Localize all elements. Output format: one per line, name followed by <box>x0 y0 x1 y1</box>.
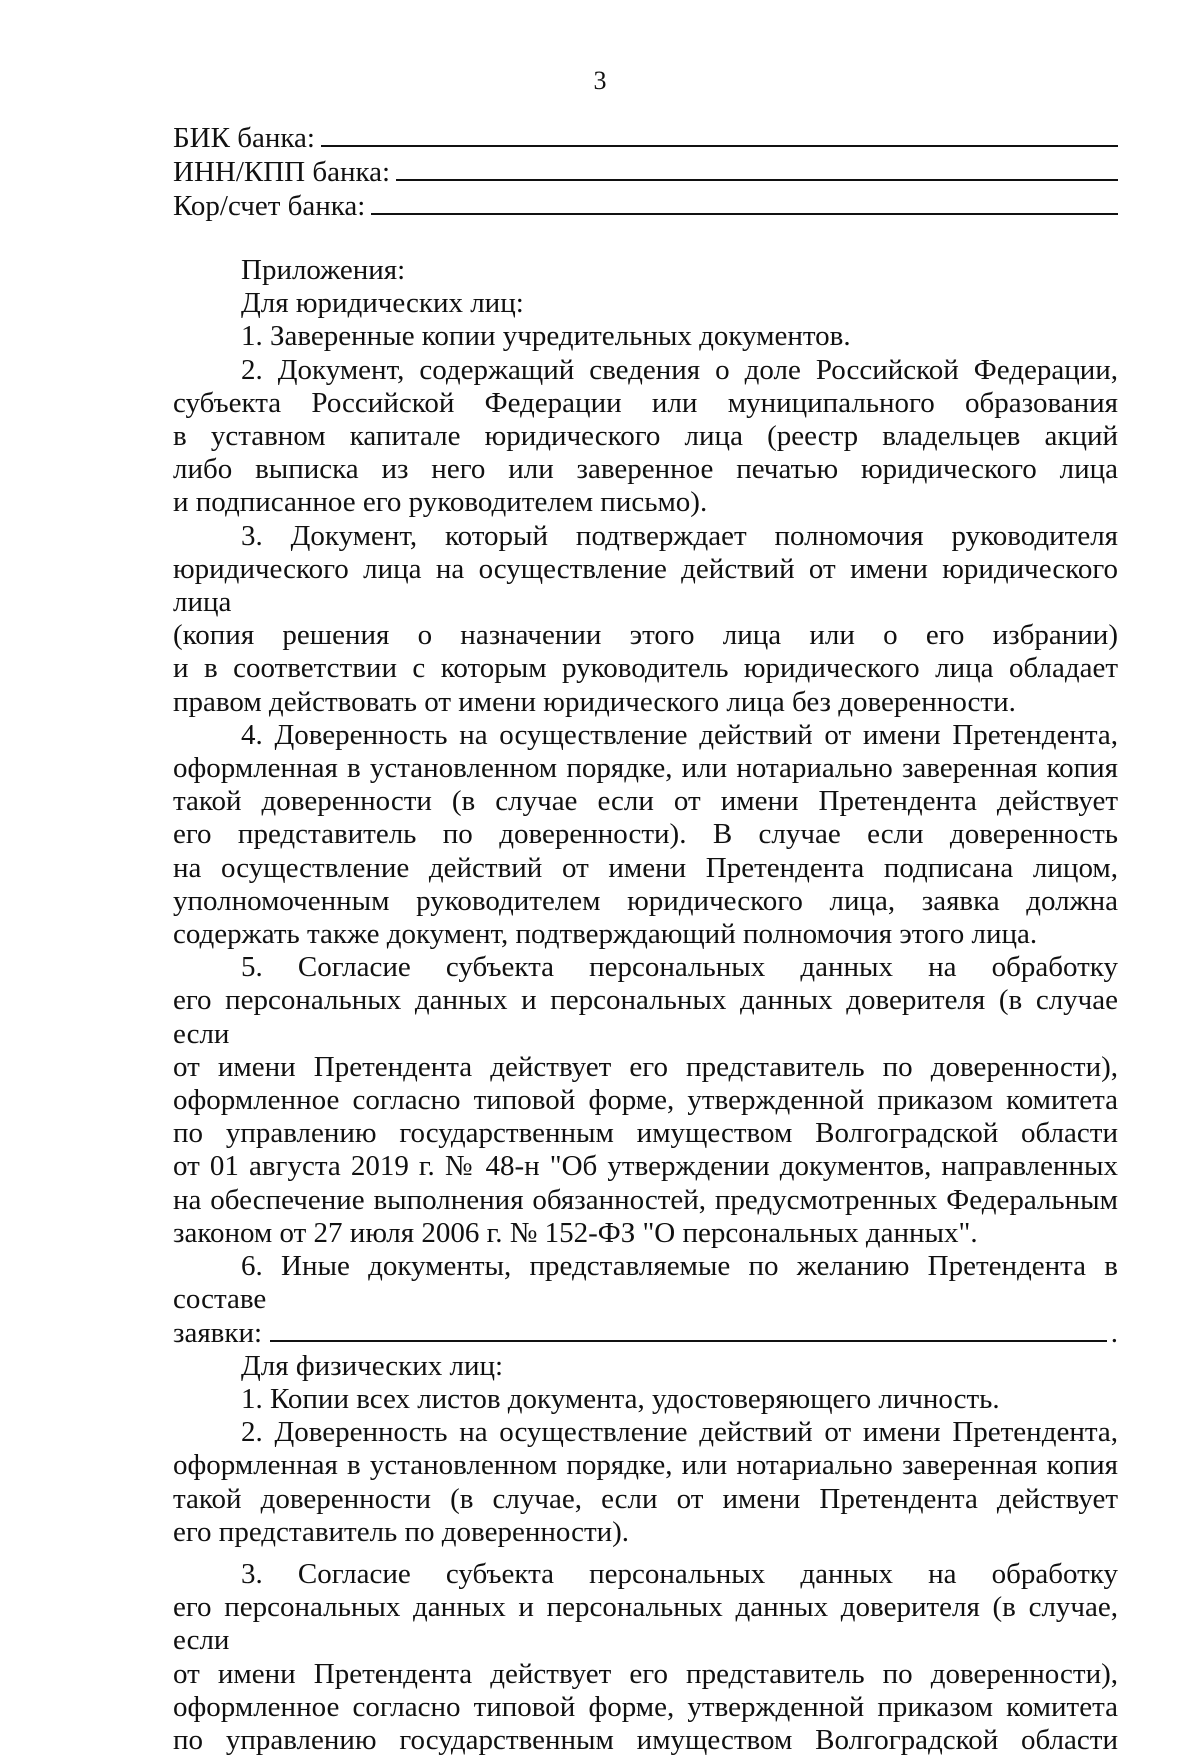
paragraph-line: 2. Доверенность на осуществление действий от имени Претендента, <box>241 1416 1118 1449</box>
legal-item-5 <box>173 951 1118 1250</box>
paragraph-line: 5. Согласие субъекта персональных данных на обработку <box>241 951 1118 984</box>
paragraph-line: оформленное согласно типовой форме, утвержденной приказом комитета <box>173 1084 1118 1117</box>
paragraph-line: в уставном капитале юридического лица (реестр владельцев акций <box>173 420 1118 453</box>
appendix-heading: Приложения: <box>241 254 406 286</box>
paragraph-line: по управлению государственным имуществом Волгоградской области <box>173 1117 1118 1150</box>
paragraph-line: субъекта Российской Федерации или муниципального образования <box>173 386 1118 419</box>
other-documents-period: . <box>1110 1316 1118 1349</box>
other-documents-blank-line <box>270 1318 1107 1342</box>
bank-inn-kpp-field <box>173 155 1118 189</box>
bank-inn-kpp-blank-line <box>396 157 1118 181</box>
paragraph-line: от имени Претендента действует его представитель по доверенности), <box>173 1657 1118 1690</box>
individual-item-1: 1. Копии всех листов документа, удостоверяющего личность. <box>241 1382 1000 1415</box>
paragraph-line: такой доверенности (в случае если от имени Претендента действует <box>173 785 1118 818</box>
paragraph-line: и в соответствии с которым руководитель юридического лица обладает <box>173 652 1118 685</box>
legal-item-1: 1. Заверенные копии учредительных документов. <box>241 320 851 353</box>
other-documents-fill-row <box>173 1317 1118 1350</box>
paragraph-line: (копия решения о назначении этого лица или о его избрании) <box>173 619 1118 652</box>
appendix-section <box>173 254 1118 1757</box>
paragraph-line: 6. Иные документы, представляемые по желанию Претендента в составе <box>173 1250 1118 1316</box>
legal-item-4 <box>173 719 1118 951</box>
bank-kor-account-label: Кор/счет банка: <box>173 190 366 222</box>
paragraph-line: 3. Документ, который подтверждает полномочия руководителя <box>241 519 1118 552</box>
paragraph-line: оформленная в установленном порядке, или нотариально заверенная копия <box>173 752 1118 785</box>
paragraph-line: по управлению государственным имуществом Волгоградской области <box>173 1723 1118 1756</box>
paragraph-line: содержать также документ, подтверждающий полномочия этого лица. <box>173 918 1038 951</box>
paragraph-line: его представитель по доверенности). В случае если доверенность <box>173 818 1118 851</box>
paragraph-line: его персональных данных и персональных данных доверителя (в случае, если <box>173 1591 1118 1657</box>
bank-inn-kpp-label: ИНН/КПП банка: <box>173 156 391 188</box>
paragraph-line: на обеспечение выполнения обязанностей, предусмотренных Федеральным <box>173 1183 1118 1216</box>
individual-item-3 <box>173 1558 1118 1757</box>
paragraph-line: уполномоченным руководителем юридического лица, заявка должна <box>173 884 1118 917</box>
paragraph-line: правом действовать от имени юридического лица без доверенности. <box>173 685 1016 718</box>
legal-entities-heading: Для юридических лиц: <box>241 287 524 320</box>
legal-item-3 <box>173 520 1118 719</box>
paragraph-line: юридического лица на осуществление действий от имени юридического лица <box>173 552 1118 619</box>
legal-item-6 <box>173 1250 1118 1350</box>
paragraph-line: и подписанное его руководителем письмо). <box>173 486 708 519</box>
bank-bik-label: БИК банка: <box>173 122 315 154</box>
paragraph-line: законом от 27 июля 2006 г. № 152-ФЗ "О персональных данных". <box>173 1216 978 1249</box>
paragraph-line: от 01 августа 2019 г. № 48-н "Об утверждении документов, направленных <box>173 1150 1118 1183</box>
paragraph-line: оформленная в установленном порядке, или нотариально заверенная копия <box>173 1449 1118 1482</box>
individuals-heading: Для физических лиц: <box>241 1349 504 1382</box>
paragraph-line: 3. Согласие субъекта персональных данных на обработку <box>241 1557 1118 1590</box>
paragraph-line: 4. Доверенность на осуществление действий от имени Претендента, <box>241 718 1118 751</box>
paragraph-line: его персональных данных и персональных данных доверителя (в случае если <box>173 984 1118 1050</box>
bank-bik-field <box>173 121 1118 155</box>
paragraph-gap <box>173 1549 1118 1558</box>
legal-item-2 <box>173 354 1118 520</box>
bank-kor-account-field <box>173 189 1118 223</box>
bank-bik-blank-line <box>321 123 1118 147</box>
paragraph-line: оформленное согласно типовой форме, утвержденной приказом комитета <box>173 1690 1118 1723</box>
paragraph-line: на осуществление действий от имени Претендента подписана лицом, <box>173 851 1118 884</box>
paragraph-line: его представитель по доверенности). <box>173 1515 630 1548</box>
individual-item-2 <box>173 1416 1118 1549</box>
paragraph-line: от имени Претендента действует его представитель по доверенности), <box>173 1050 1118 1083</box>
paragraph-line: либо выписка из него или заверенное печатью юридического лица <box>173 453 1118 486</box>
other-documents-label: заявки: <box>173 1316 263 1349</box>
paragraph-line: 2. Документ, содержащий сведения о доле Российской Федерации, <box>241 353 1118 386</box>
page-number: 3 <box>593 66 607 95</box>
paragraph-line: такой доверенности (в случае, если от имени Претендента действует <box>173 1482 1118 1515</box>
bank-kor-account-blank-line <box>371 191 1118 215</box>
